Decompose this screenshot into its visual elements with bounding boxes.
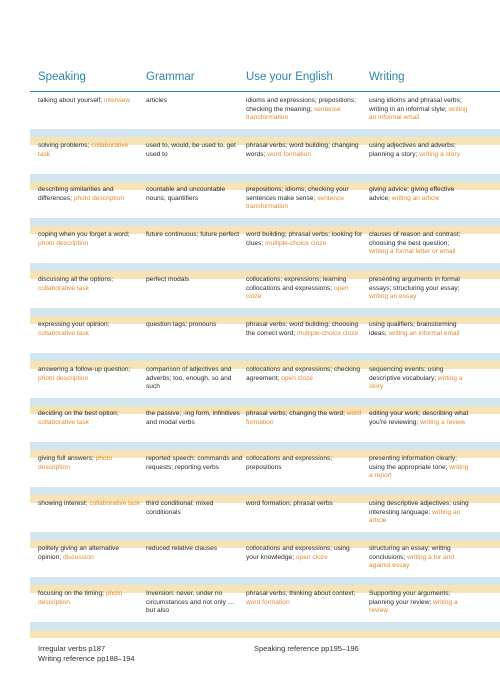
cell-grammar (146, 186, 243, 203)
task-label: open cloze (295, 553, 328, 561)
topic-text: Inversion: never, under no circumstances and not only … but also (146, 590, 235, 614)
task-label: collaborative task (38, 418, 89, 426)
cell-speaking (38, 97, 141, 106)
topic-text: using descriptive adjectives; using interesting language; (369, 500, 469, 516)
topic-text: phrasal verbs; word building; choosing the correct word; (246, 321, 359, 337)
topic-text: expressing your opinion; (38, 321, 110, 328)
cell-writing (369, 321, 469, 338)
topic-text: word building; phrasal verbs; looking for clues; (246, 231, 363, 247)
header-rule (30, 91, 500, 92)
task-label: writing a story (369, 374, 463, 390)
task-label: collaborative task (38, 284, 89, 292)
cell-english (246, 231, 364, 248)
topic-text: coping when you forget a word; (38, 231, 130, 238)
task-label: multiple-choice cloze (296, 329, 359, 337)
cell-grammar (146, 276, 243, 285)
topic-text: word formation; phrasal verbs (246, 500, 333, 507)
task-label: sentence transformation (246, 105, 341, 121)
cell-speaking (38, 186, 141, 203)
task-label: photo description (38, 590, 123, 606)
header-grammar: Grammar (146, 71, 195, 83)
task-label: photo description (73, 194, 125, 202)
row-band-blue (30, 398, 500, 406)
topic-text: solving problems; (38, 142, 92, 149)
cell-english (246, 590, 364, 607)
topic-text: prepositions; idioms; checking your sentences make sense; (246, 186, 349, 202)
cell-grammar (146, 500, 243, 517)
cell-writing (369, 545, 469, 571)
cell-english (246, 366, 364, 383)
topic-text: question tags; pronouns (146, 321, 217, 328)
task-label: photo description (38, 374, 89, 382)
topic-text: using idioms and phrasal verbs; writing in an informal style; (369, 97, 462, 113)
topic-text: Supporting your arguments; planning your review; (369, 590, 451, 606)
topic-text: presenting information clearly; using the appropriate tone; (369, 455, 457, 471)
cell-grammar (146, 97, 243, 106)
row-band-blue (30, 174, 500, 182)
cell-english (246, 97, 364, 123)
cell-speaking (38, 455, 141, 472)
task-label: writing a report (369, 463, 469, 479)
cell-grammar (146, 142, 243, 159)
topic-text: using adjectives and adverbs; planning a story; (369, 142, 456, 158)
task-label: interview (103, 97, 131, 104)
speaking-reference: Speaking reference pp195–196 (254, 644, 359, 653)
topic-text: perfect modals (146, 276, 190, 283)
task-label: word formation (246, 410, 362, 426)
topic-text: answering a follow-up question; (38, 366, 131, 373)
topic-text: future continuous; future perfect (146, 231, 240, 238)
cell-grammar (146, 590, 243, 616)
topic-text: politely giving an alternative opinion; (38, 545, 120, 561)
task-label: writing a for and against essay (369, 553, 455, 569)
cell-english (246, 276, 364, 302)
cell-speaking (38, 545, 141, 562)
task-label: discussion (62, 553, 94, 561)
task-label: collaborative task (38, 142, 129, 158)
header-use-your-english: Use your English (246, 71, 333, 83)
row-band-blue (30, 308, 500, 316)
cell-grammar (146, 366, 243, 392)
topic-text: presenting arguments in formal essays; structuring your essay; (369, 276, 460, 292)
topic-text: collocations; expressions; learning collocations and expressions; (246, 276, 347, 292)
row-band-blue (30, 622, 500, 630)
cell-speaking (38, 366, 141, 383)
topic-text: editing your work; describing what you're reviewing; (369, 410, 469, 426)
task-label: writing an informal email (388, 329, 460, 337)
topic-text: using qualifiers; brainstorming ideas; (369, 321, 457, 337)
topic-text: clauses of reason and contrast; choosing the best question; (369, 231, 461, 247)
topic-text: third conditional; mixed conditionals (146, 500, 214, 516)
cell-grammar (146, 321, 243, 330)
cell-writing (369, 455, 469, 481)
topic-text: idioms and expressions; prepositions; checking the meaning; (246, 97, 356, 113)
header-speaking: Speaking (38, 71, 86, 83)
task-label: word formation (246, 598, 290, 606)
cell-english (246, 500, 364, 509)
task-label: multiple-choice cloze (265, 239, 327, 247)
topic-text: collocations and expressions; using your knowledge; (246, 545, 350, 561)
row-band-blue (30, 353, 500, 361)
topic-text: reduced relative clauses (146, 545, 218, 552)
topic-text: reported speech: commands and requests; reporting verbs (146, 455, 243, 471)
cell-writing (369, 590, 469, 616)
topic-text: deciding on the best option; (38, 410, 119, 417)
topic-text: giving full answers; (38, 455, 96, 462)
cell-speaking (38, 410, 141, 427)
row-band-blue (30, 218, 500, 226)
cell-english (246, 321, 364, 338)
topic-text: countable and uncountable nouns; quantifiers (146, 186, 226, 202)
row-band-tan (30, 630, 500, 638)
cell-speaking (38, 231, 141, 248)
cell-english (246, 142, 364, 159)
cell-speaking (38, 142, 141, 159)
task-label: collaborative task (89, 500, 141, 507)
task-label: writing a formal letter or email (369, 248, 456, 255)
task-label: open cloze (246, 284, 349, 300)
header-writing: Writing (369, 71, 405, 83)
topic-text: structuring an essay; writing conclusions; (369, 545, 451, 561)
cell-speaking (38, 321, 141, 338)
task-label: writing a review (369, 598, 458, 614)
task-label: open cloze (281, 374, 314, 382)
column-headers (0, 71, 500, 91)
cell-writing (369, 142, 469, 159)
topic-text: describing similarities and differences; (38, 186, 114, 202)
cell-speaking (38, 276, 141, 293)
topic-text: talking about yourself; (38, 97, 104, 104)
task-label: writing a story (419, 150, 460, 158)
task-label: writing an essay (369, 293, 417, 300)
task-label: writing an article (369, 508, 461, 524)
row-band-blue (30, 532, 500, 540)
row-band-blue (30, 487, 500, 495)
cell-grammar (146, 545, 243, 554)
task-label: photo description (38, 239, 89, 247)
task-label: writing a review (420, 418, 466, 426)
task-label: writing an informal email (369, 105, 468, 121)
topic-text: showing interest; (38, 500, 90, 507)
row-band-blue (30, 442, 500, 450)
cell-english (246, 186, 364, 212)
cell-english (246, 455, 364, 472)
topic-text: phrasal verbs; thinking about context; (246, 590, 356, 597)
irregular-verbs-ref: Irregular verbs p187 (38, 644, 106, 653)
cell-writing (369, 500, 469, 526)
cell-english (246, 410, 364, 427)
topic-text: collocations and expressions; checking agreement; (246, 366, 360, 382)
task-label: writing an article (391, 194, 440, 202)
topic-text: articles (146, 97, 167, 104)
cell-speaking (38, 500, 141, 509)
topic-text: sequencing events; using descriptive vocabulary; (369, 366, 444, 382)
cell-writing (369, 231, 469, 257)
cell-writing (369, 410, 469, 427)
task-label: sentence transformation (246, 194, 344, 210)
cell-writing (369, 186, 469, 203)
topic-text: phrasal verbs; word building; changing words; (246, 142, 359, 158)
task-label: word formation (267, 150, 311, 158)
topic-text: focusing on the timing; (38, 590, 106, 597)
row-band-blue (30, 263, 500, 271)
task-label: collaborative task (38, 329, 89, 337)
cell-grammar (146, 231, 243, 240)
cell-english (246, 545, 364, 562)
topic-text: comparison of adjectives and adverbs; too, enough, so and such (146, 366, 232, 390)
cell-grammar (146, 455, 243, 472)
topic-text: used to, would, be used to, get used to (146, 142, 236, 158)
row-band-blue (30, 129, 500, 137)
topic-text: phrasal verbs; changing the word; (246, 410, 347, 417)
writing-reference: Writing reference pp188–194 (38, 654, 135, 663)
cell-writing (369, 276, 469, 302)
topic-text: the passive; -ing form, infinitives and modal verbs (146, 410, 240, 426)
row-band-blue (30, 577, 500, 585)
task-label: photo description (38, 455, 113, 471)
cell-writing (369, 97, 469, 123)
cell-writing (369, 366, 469, 392)
cell-speaking (38, 590, 141, 607)
cell-grammar (146, 410, 243, 427)
topic-text: collocations and expressions; prepositions (246, 455, 333, 471)
topic-text: discussing all the options; (38, 276, 114, 283)
topic-text: giving advice; giving effective advice; (369, 186, 455, 202)
